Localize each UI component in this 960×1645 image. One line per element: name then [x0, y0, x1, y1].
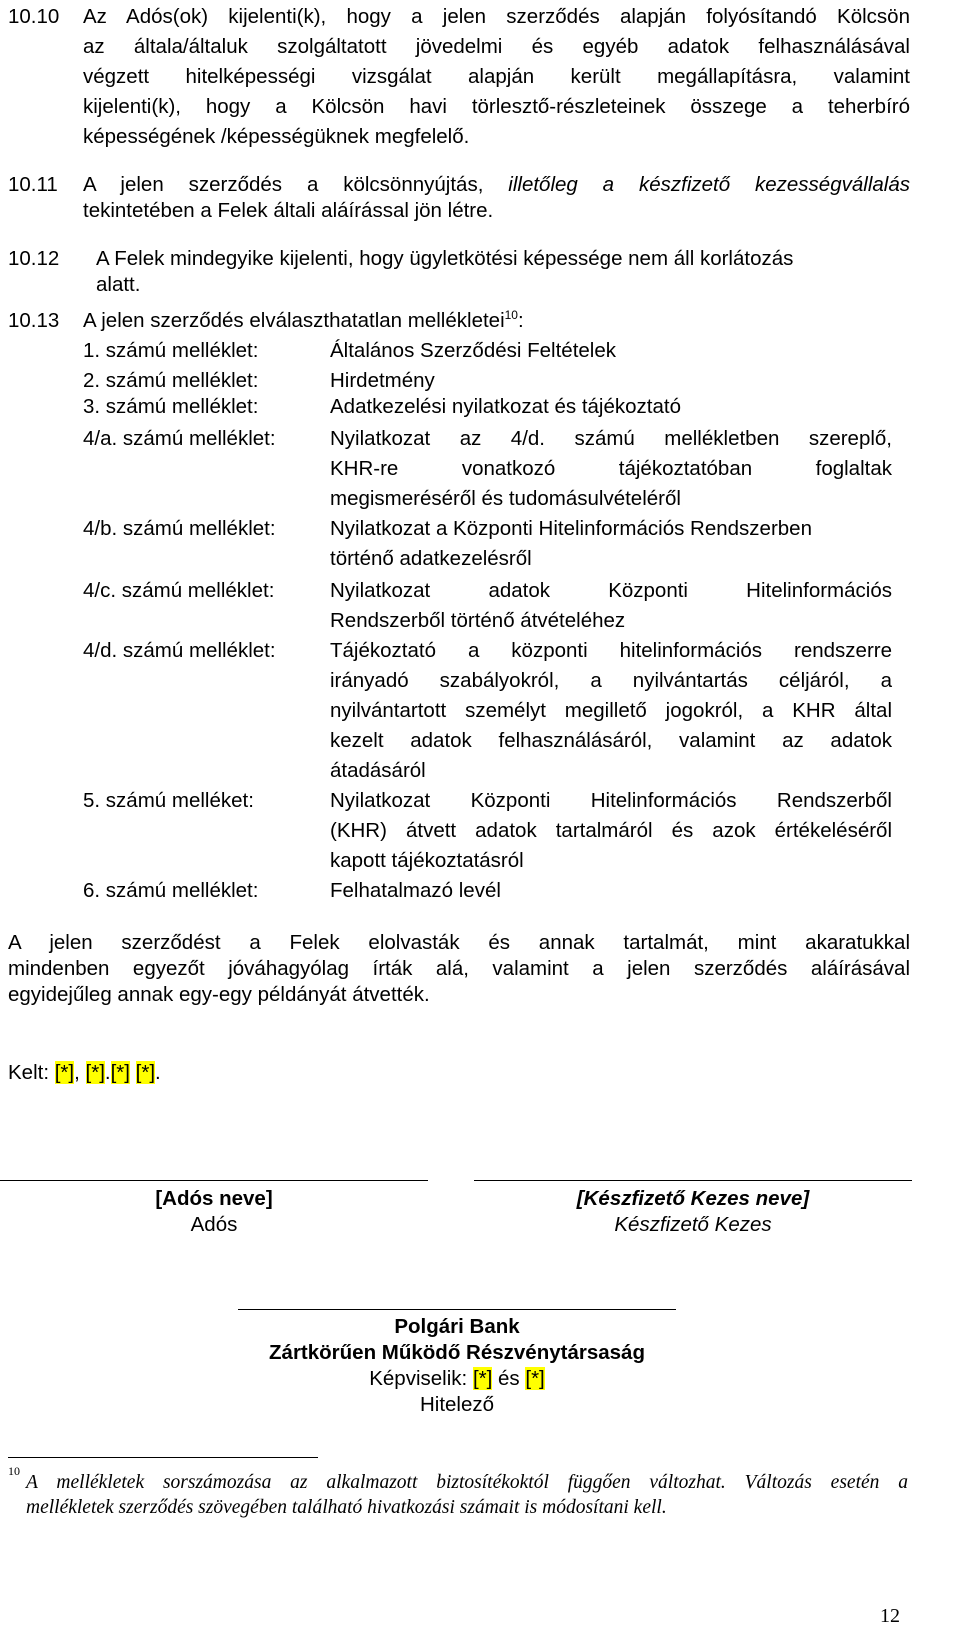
kelt-separator: .: [104, 1061, 111, 1084]
annex-title: (KHR) átvett adatok tartalmáról és azok értékeléséről: [330, 819, 892, 842]
signature-line-borrower: [0, 1180, 428, 1181]
annex-title: Nyilatkozat az 4/d. számú mellékletben szereplő,: [330, 427, 892, 450]
placeholder-field[interactable]: [*]: [525, 1367, 545, 1390]
annex-title: átadásáról: [330, 759, 426, 782]
placeholder-field[interactable]: [*]: [54, 1061, 75, 1084]
clause-10-13-heading-suffix: :: [517, 309, 524, 332]
borrower-role: Adós: [190, 1213, 238, 1236]
annex-title: Rendszerből történő átvételéhez: [330, 609, 626, 632]
annex-title: Adatkezelési nyilatkozat és tájékoztató: [330, 395, 681, 418]
annex-title: kapott tájékoztatásról: [330, 849, 524, 872]
annex-title: KHR-re vonatkozó tájékoztatóban foglaltak: [330, 457, 892, 480]
annex-label: 4/a. számú melléklet:: [83, 427, 276, 450]
annex-label: 2. számú melléklet:: [83, 369, 259, 392]
clause-number-10-13: 10.13: [8, 309, 60, 332]
annex-title: Nyilatkozat adatok Központi Hitelinformációs: [330, 579, 892, 602]
annex-title: Nyilatkozat a Központi Hitelinformációs Rendszerben: [330, 517, 812, 540]
signature-line-guarantor: [474, 1180, 912, 1181]
representatives-label: Képviselik:: [369, 1367, 468, 1390]
kelt-label: Kelt:: [8, 1061, 50, 1084]
annex-title: nyilvántartott személyt megillető jogokról, a KHR által: [330, 699, 892, 722]
annex-title: Hirdetmény: [330, 369, 435, 392]
bank-name: Polgári Bank: [394, 1315, 520, 1338]
annex-label: 5. számú melléket:: [83, 789, 254, 812]
representatives-and: és: [498, 1367, 520, 1390]
bank-role: Hitelező: [419, 1393, 495, 1416]
annex-title: történő adatkezelésről: [330, 547, 532, 570]
clause-10-12-line: A Felek mindegyike kijelenti, hogy ügyletkötési képessége nem áll korlátozás: [96, 247, 794, 270]
clause-10-11-line: [83, 172, 910, 198]
clause-10-11-line: tekintetében a Felek általi aláírással jön létre.: [83, 199, 494, 222]
annex-title: Felhatalmazó levél: [330, 879, 501, 902]
annex-label: 4/c. számú melléklet:: [83, 579, 275, 602]
clause-10-11-italic: illetőleg a készfizető kezességvállalás: [508, 173, 910, 196]
placeholder-field[interactable]: [*]: [110, 1061, 130, 1084]
guarantor-role: Készfizető Kezes: [614, 1213, 772, 1236]
clause-number-10-12: 10.12: [8, 247, 60, 270]
guarantor-name: [Készfizető Kezes neve]: [576, 1187, 810, 1210]
closing-line: egyidejűleg annak egy-egy példányát átvették.: [8, 983, 430, 1006]
borrower-name: [Adós neve]: [155, 1187, 273, 1210]
clause-10-10-line: az általa/általuk szolgáltatott jövedelmi és egyéb adatok felhasználásával: [83, 35, 910, 58]
footnote-line: A mellékletek sorszámozása az alkalmazott biztosítékoktól függően változhat. Változás esetén a: [26, 1472, 908, 1493]
kelt-line: [8, 1060, 161, 1086]
page-number: 12: [880, 1605, 900, 1627]
footnote-separator: [8, 1457, 318, 1458]
kelt-end: .: [155, 1061, 161, 1084]
clause-10-10-line: Az Adós(ok) kijelenti(k), hogy a jelen szerződés alapján folyósítandó Kölcsön: [83, 5, 910, 28]
clause-10-13-heading-text: A jelen szerződés elválaszthatatlan mellékletei: [83, 309, 505, 332]
annex-label: 3. számú melléklet:: [83, 395, 259, 418]
clause-number-10-11: 10.11: [8, 173, 58, 196]
signature-line-bank: [238, 1309, 676, 1310]
clause-10-11-plain: A jelen szerződés a kölcsönnyújtás,: [83, 173, 484, 196]
annex-title: kezelt adatok felhasználásáról, valamint az adatok: [330, 729, 892, 752]
clause-10-10-line: képességének /képességüknek megfelelő.: [83, 125, 470, 148]
annex-label: 1. számú melléklet:: [83, 339, 259, 362]
closing-line: mindenben egyezőt jóváhagyólag írták alá, valamint a jelen szerződés aláírásával: [8, 957, 910, 980]
annex-label: 4/b. számú melléklet:: [83, 517, 276, 540]
closing-line: A jelen szerződést a Felek elolvasták és annak tartalmát, mint akaratukkal: [8, 931, 910, 954]
footnote-reference: 10: [504, 308, 518, 322]
footnote-line: mellékletek szerződés szövegében található hivatkozási számait is módosítani kell.: [26, 1497, 667, 1518]
annex-title: Tájékoztató a központi hitelinformációs rendszerre: [330, 639, 892, 662]
annex-title: irányadó szabályokról, a nyilvántartás céljáról, a: [330, 669, 892, 692]
annex-title: megismeréséről és tudomásulvételéről: [330, 487, 681, 510]
clause-10-13-heading: [83, 308, 524, 334]
bank-legal-form: Zártkörűen Működő Részvénytársaság: [269, 1341, 645, 1364]
kelt-separator: ,: [74, 1061, 80, 1084]
annex-title: Általános Szerződési Feltételek: [330, 339, 617, 362]
placeholder-field[interactable]: [*]: [472, 1367, 493, 1390]
placeholder-field[interactable]: [*]: [135, 1061, 156, 1084]
clause-10-10-line: végzett hitelképességi vizsgálat alapján került megállapításra, valamint: [83, 65, 910, 88]
clause-10-12-line: alatt.: [96, 273, 141, 296]
clause-10-10-line: kijelenti(k), hogy a Kölcsön havi törlesztő-részleteinek összege a teherbíró: [83, 95, 910, 118]
bank-representatives: [200, 1366, 714, 1392]
footnote-number: 10: [8, 1464, 20, 1478]
placeholder-field[interactable]: [*]: [85, 1061, 105, 1084]
annex-label: 6. számú melléklet:: [83, 879, 259, 902]
annex-title: Nyilatkozat Központi Hitelinformációs Rendszerből: [330, 789, 892, 812]
annex-label: 4/d. számú melléklet:: [83, 639, 276, 662]
clause-number-10-10: 10.10: [8, 5, 60, 28]
